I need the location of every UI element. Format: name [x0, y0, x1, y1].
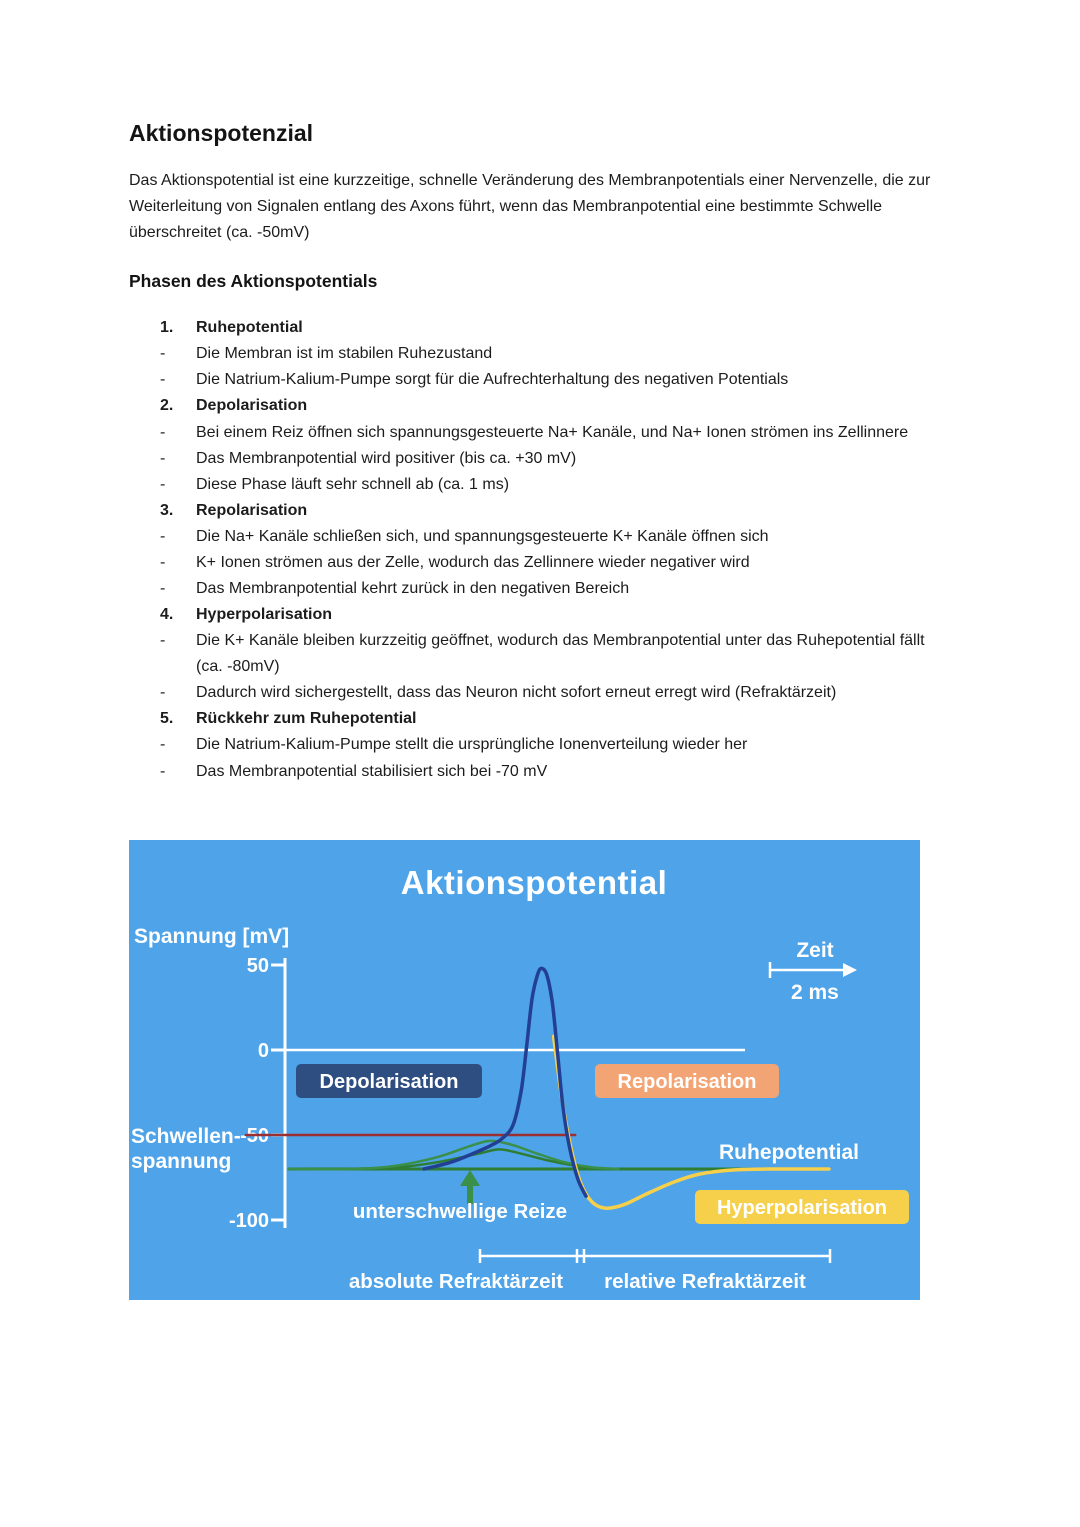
phase-point-row	[129, 420, 950, 446]
y-tick-50: 50	[246, 954, 269, 977]
phase-point-row	[129, 472, 950, 498]
bullet-dash: -	[160, 762, 166, 780]
y-tick-neg50: -50	[240, 1124, 269, 1147]
hyperpolarisation-label	[695, 1190, 909, 1224]
y-axis-label: Spannung [mV]	[134, 924, 290, 948]
schwellenspannung-label-line2: spannung	[131, 1149, 232, 1173]
section-heading: Phasen des Aktionspotentials	[129, 271, 378, 292]
action-potential-chart	[129, 840, 920, 1300]
y-tick-0: 0	[257, 1039, 269, 1062]
phase-title-row	[129, 706, 950, 732]
bullet-text: Das Membranpotential wird positiver (bis ca. +30 mV)	[196, 449, 577, 467]
svg-text:Depolarisation: Depolarisation	[319, 1070, 459, 1093]
phase-title: Ruhepotential	[196, 319, 303, 337]
phase-number: 5.	[160, 710, 174, 728]
bullet-dash: -	[160, 553, 166, 571]
action-potential-figure	[129, 840, 920, 1300]
bullet-text: Das Membranpotential kehrt zurück in den negativen Bereich	[196, 580, 630, 598]
bullet-dash: -	[160, 423, 166, 441]
time-label: Zeit	[796, 938, 834, 962]
page-title: Aktionspotenzial	[129, 120, 314, 146]
bullet-dash: -	[160, 345, 166, 363]
ruhepotential-label: Ruhepotential	[719, 1140, 859, 1164]
phase-title-row	[129, 602, 950, 628]
bullet-text: Das Membranpotential stabilisiert sich bei -70 mV	[196, 762, 548, 780]
bullet-dash: -	[160, 736, 166, 754]
bullet-dash: -	[160, 632, 166, 650]
y-tick-neg100: -100	[228, 1209, 269, 1232]
bullet-dash: -	[160, 684, 166, 702]
phase-point-row	[129, 446, 950, 472]
repolarisation-label	[595, 1064, 779, 1098]
phase-point-row	[129, 576, 950, 602]
phase-title: Depolarisation	[196, 397, 308, 415]
bullet-text: Die Natrium-Kalium-Pumpe sorgt für die Aufrechterhaltung des negativen Potentials	[196, 371, 789, 389]
phase-title-row	[129, 498, 950, 524]
bullet-text: Die K+ Kanäle bleiben kurzzeitig geöffnet, wodurch das Membranpotential unter das Ruhepotential fällt (ca. -80mV)	[196, 632, 925, 676]
bullet-text: Die Natrium-Kalium-Pumpe stellt die ursprüngliche Ionenverteilung wieder her	[196, 736, 748, 754]
phase-point-row	[129, 367, 950, 393]
absolute-refraktaerzeit-label: absolute Refraktärzeit	[348, 1269, 564, 1293]
phase-number: 3.	[160, 501, 174, 519]
phase-point-row	[129, 550, 950, 576]
phase-point-row	[129, 680, 950, 706]
bullet-text: Die Membran ist im stabilen Ruhezustand	[196, 345, 493, 363]
bullet-text: Bei einem Reiz öffnen sich spannungsgesteuerte Na+ Kanäle, und Na+ Ionen strömen ins Zellinnere	[196, 423, 909, 441]
phase-point-row	[129, 524, 950, 550]
bullet-dash: -	[160, 371, 166, 389]
svg-text:Repolarisation: Repolarisation	[617, 1070, 757, 1093]
phase-number: 2.	[160, 397, 174, 415]
phase-title-row	[129, 393, 950, 419]
phase-title: Repolarisation	[196, 501, 308, 519]
bullet-dash: -	[160, 580, 166, 598]
relative-refraktaerzeit-label: relative Refraktärzeit	[604, 1269, 806, 1293]
bullet-text: K+ Ionen strömen aus der Zelle, wodurch das Zellinnere wieder negativer wird	[196, 553, 750, 571]
bullet-text: Diese Phase läuft sehr schnell ab (ca. 1 ms)	[196, 475, 510, 493]
phase-point-row	[129, 732, 950, 758]
phase-list	[129, 315, 950, 784]
phase-title: Rückkehr zum Ruhepotential	[196, 710, 417, 728]
phase-point-row	[129, 759, 950, 785]
phase-number: 4.	[160, 606, 174, 624]
unterschwellige-reize-label: unterschwellige Reize	[352, 1199, 568, 1223]
bullet-dash: -	[160, 475, 166, 493]
bullet-dash: -	[160, 527, 166, 545]
schwellenspannung-label-line1: Schwellen-	[131, 1124, 241, 1148]
bullet-text: Dadurch wird sichergestellt, dass das Neuron nicht sofort erneut erregt wird (Refraktärzeit)	[196, 684, 837, 702]
phase-number: 1.	[160, 319, 174, 337]
phase-point-row	[129, 341, 950, 367]
bullet-text: Die Na+ Kanäle schließen sich, und spannungsgesteuerte K+ Kanäle öffnen sich	[196, 527, 769, 545]
bullet-dash: -	[160, 449, 166, 467]
phase-title: Hyperpolarisation	[196, 606, 333, 624]
depolarisation-label	[296, 1064, 482, 1098]
phase-point-row	[129, 628, 950, 680]
svg-text:Hyperpolarisation: Hyperpolarisation	[716, 1196, 888, 1219]
figure-title: Aktionspotential	[400, 863, 668, 901]
phase-title-row	[129, 315, 950, 341]
time-scale-value: 2 ms	[791, 980, 839, 1004]
intro-paragraph: Das Aktionspotential ist eine kurzzeitige, schnelle Veränderung des Membranpotentials einer Nervenzelle, die zur Weiterleitung von Signalen entlang des Axons führt, wenn das Membranpotential eine bestimmte Schwelle überschreitet (ca. -50mV)	[129, 172, 931, 242]
